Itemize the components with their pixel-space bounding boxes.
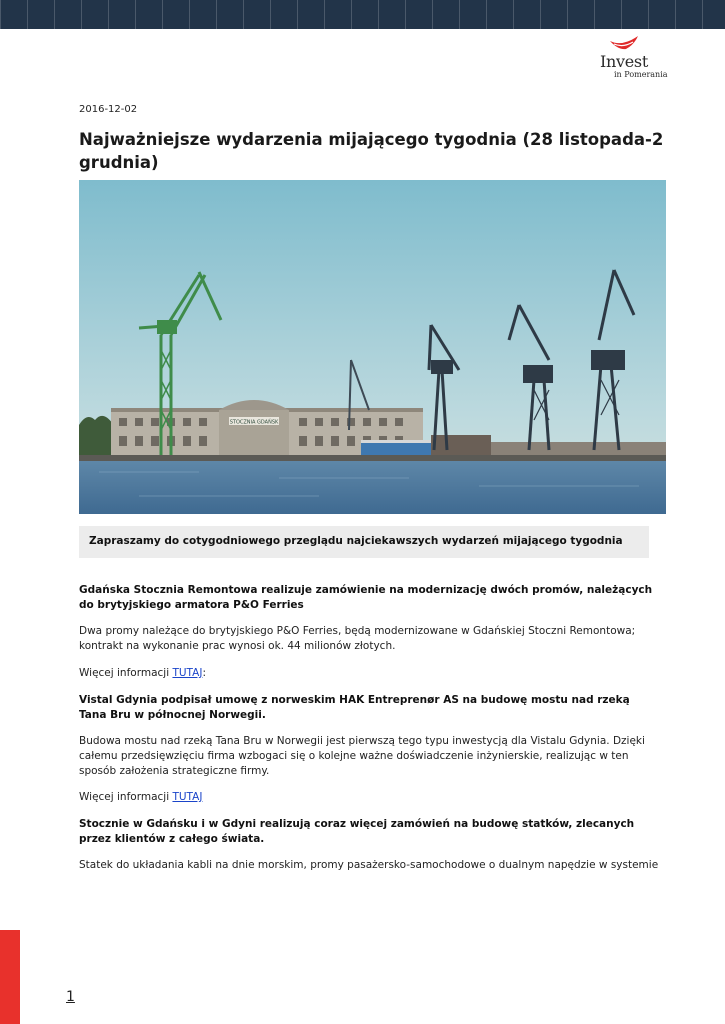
lead-text: Zapraszamy do cotygodniowego przeglądu najciekawszych wydarzeń mijającego tygodnia — [89, 535, 623, 547]
section-3-body: Statek do układania kabli na dnie morskim, promy pasażersko-samochodowe o dualnym napędzie w systemie — [79, 859, 659, 871]
section-2-more — [79, 790, 659, 805]
article-title: Najważniejsze wydarzenia mijającego tygodnia (28 listopada-2 grudnia) — [79, 130, 664, 172]
section-1-more — [79, 666, 659, 681]
more-info-link-1[interactable]: TUTAJ — [172, 667, 203, 679]
section-2-body: Budowa mostu nad rzeką Tana Bru w Norwegii jest pierwszą tego typu inwestycją dla Vistalu Gdynia. Dzięki całemu przedsięwzięciu firma wzbogaci się o kolejne ważne doświadczenie inżynierskie, realizując w ten sposób założenia strategiczne firmy. — [79, 735, 645, 777]
more-info-label: Więcej informacji — [79, 791, 173, 803]
page-number: 1 — [66, 989, 75, 1005]
hero-sign-text: STOCZNIA GDAŃSK — [229, 419, 279, 426]
logo-flag-icon — [608, 35, 642, 53]
logo-tagline: in Pomerania — [614, 70, 668, 79]
hero-image — [79, 180, 666, 514]
side-accent-bar — [0, 930, 20, 1024]
logo-wordmark: Invest — [600, 52, 648, 71]
more-info-link-2[interactable]: TUTAJ — [172, 791, 203, 803]
more-info-suffix: : — [202, 667, 206, 679]
section-2-heading: Vistal Gdynia podpisał umowę z norweskim HAK Entreprenør AS na budowę mostu nad rzeką Tana Bru w północnej Norwegii. — [79, 694, 630, 721]
section-1-body: Dwa promy należące do brytyjskiego P&O Ferries, będą modernizowane w Gdańskiej Stoczni Remontowa; kontrakt na wykonanie prac wynosi ok. 44 milionów złotych. — [79, 625, 636, 652]
lead-box — [79, 526, 649, 558]
section-3-heading: Stocznie w Gdańsku i w Gdyni realizują coraz więcej zamówień na budowę statków, zlecanych przez klientów z całego świata. — [79, 818, 635, 845]
section-1-heading: Gdańska Stocznia Remontowa realizuje zamówienie na modernizację dwóch promów, należących do brytyjskiego armatora P&O Ferries — [79, 584, 653, 611]
article-date: 2016-12-02 — [79, 104, 138, 115]
top-decorative-band — [0, 0, 725, 29]
invest-in-pomerania-logo[interactable] — [596, 35, 670, 81]
more-info-label: Więcej informacji — [79, 667, 173, 679]
